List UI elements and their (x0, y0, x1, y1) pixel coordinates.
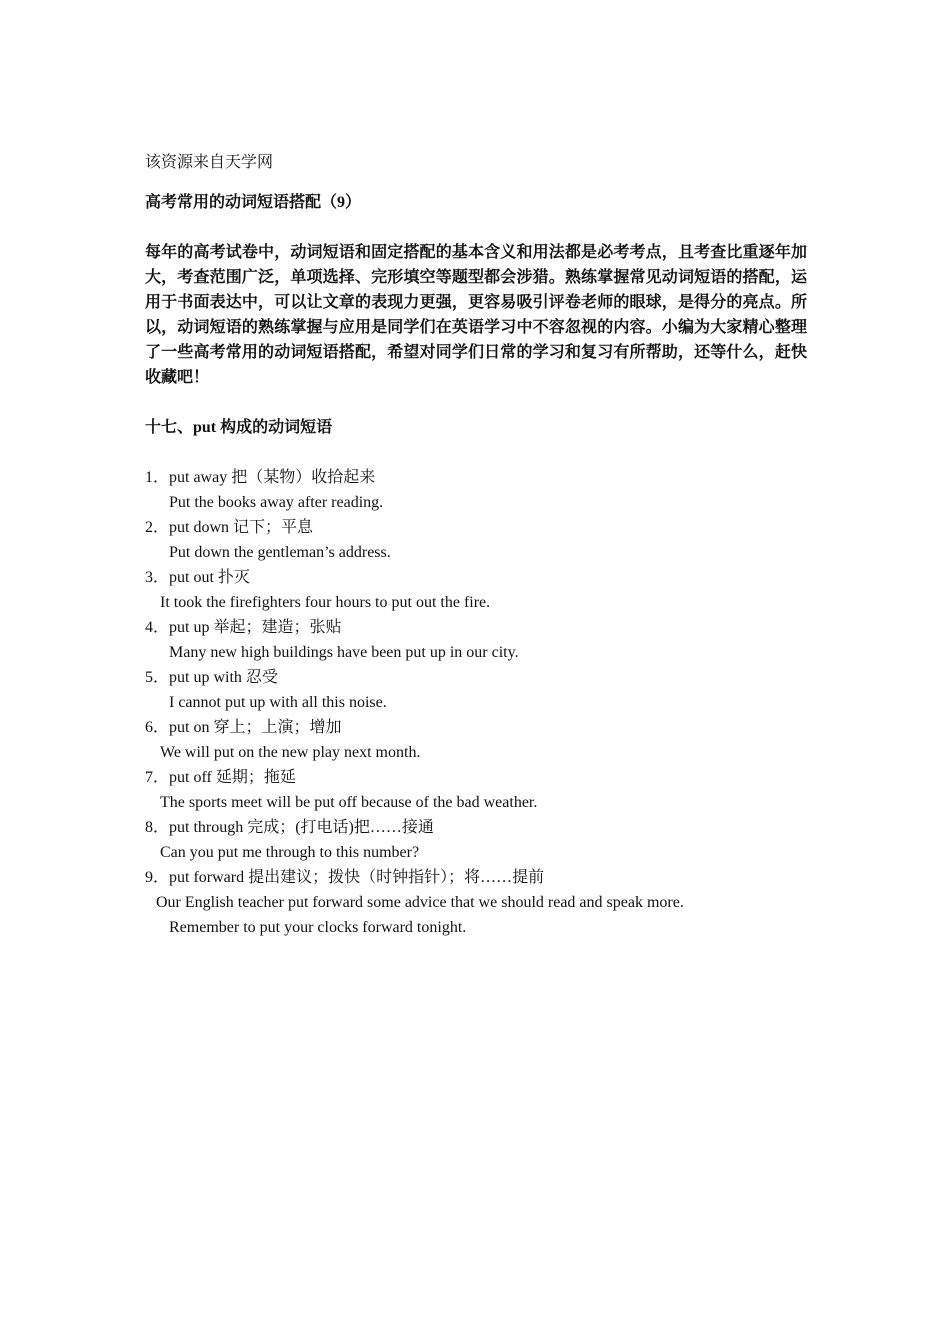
list-item (145, 515, 807, 565)
phrase-text: put away 把（某物）收拾起来 (169, 469, 376, 486)
phrase-text: put up 举起；建造；张贴 (169, 619, 342, 636)
example-sentence: I cannot put up with all this noise. (169, 694, 387, 711)
item-number: 3． (145, 569, 170, 586)
list-item (145, 465, 807, 515)
phrase-text: put out 扑灭 (169, 569, 250, 586)
list-item (145, 715, 807, 765)
example-sentence: Put down the gentleman’s address. (169, 544, 391, 561)
item-number: 5． (145, 669, 170, 686)
phrase-text: put through 完成；(打电话)把……接通 (169, 819, 434, 836)
phrase-line (145, 765, 807, 790)
source-line: 该资源来自天学网 (145, 154, 274, 171)
list-item (145, 615, 807, 665)
phrase-line (145, 515, 807, 540)
phrase-text: put on 穿上；上演；增加 (169, 719, 342, 736)
phrase-line (145, 815, 807, 840)
intro-paragraph: 每年的高考试卷中，动词短语和固定搭配的基本含义和用法都是必考考点，且考查比重逐年加大，考查范围广泛，单项选择、完形填空等题型都会涉猎。熟练掌握常见动词短语的搭配，运用于书面表达中，可以让文章的表现力更强，更容易吸引评卷老师的眼球，是得分的亮点。所以，动词短语的熟练掌握与应用是同学们在英语学习中不容忽视的内容。小编为大家精心整理了一些高考常用的动词短语搭配，希望对同学们日常的学习和复习有所帮助，还等什么，赶快收藏吧！ (145, 244, 807, 386)
list-item (145, 565, 807, 615)
phrase-text: put down 记下；平息 (169, 519, 314, 536)
phrase-text: put up with 忍受 (169, 669, 278, 686)
phrase-line (145, 615, 807, 640)
example-sentence: The sports meet will be put off because of the bad weather. (160, 794, 538, 811)
example-sentence: Can you put me through to this number? (160, 844, 420, 861)
phrase-line (145, 565, 807, 590)
section-heading: 十七、put 构成的动词短语 (145, 419, 333, 436)
example-sentence: Remember to put your clocks forward tonight. (169, 919, 467, 936)
list-item (145, 765, 807, 815)
item-number: 4． (145, 619, 170, 636)
document-title: 高考常用的动词短语搭配（9） (145, 194, 362, 211)
phrase-line (145, 665, 807, 690)
example-sentence: It took the firefighters four hours to put out the fire. (160, 594, 491, 611)
item-number: 6． (145, 719, 170, 736)
item-number: 7． (145, 769, 170, 786)
phrase-line (145, 715, 807, 740)
item-number: 1． (145, 469, 170, 486)
phrase-line (145, 865, 807, 890)
phrase-text: put forward 提出建议；拨快（时钟指针）；将……提前 (169, 869, 545, 886)
list-item (145, 665, 807, 715)
example-sentence: We will put on the new play next month. (160, 744, 421, 761)
phrase-line (145, 465, 807, 490)
list-item (145, 865, 807, 940)
document-page (145, 150, 807, 940)
example-sentence: Our English teacher put forward some advice that we should read and speak more. (156, 894, 684, 911)
item-number: 8． (145, 819, 170, 836)
phrase-list (145, 465, 807, 940)
phrase-text: put off 延期；拖延 (169, 769, 296, 786)
example-sentence: Many new high buildings have been put up in our city. (169, 644, 519, 661)
list-item (145, 815, 807, 865)
item-number: 9． (145, 869, 170, 886)
example-sentence: Put the books away after reading. (169, 494, 384, 511)
item-number: 2． (145, 519, 170, 536)
